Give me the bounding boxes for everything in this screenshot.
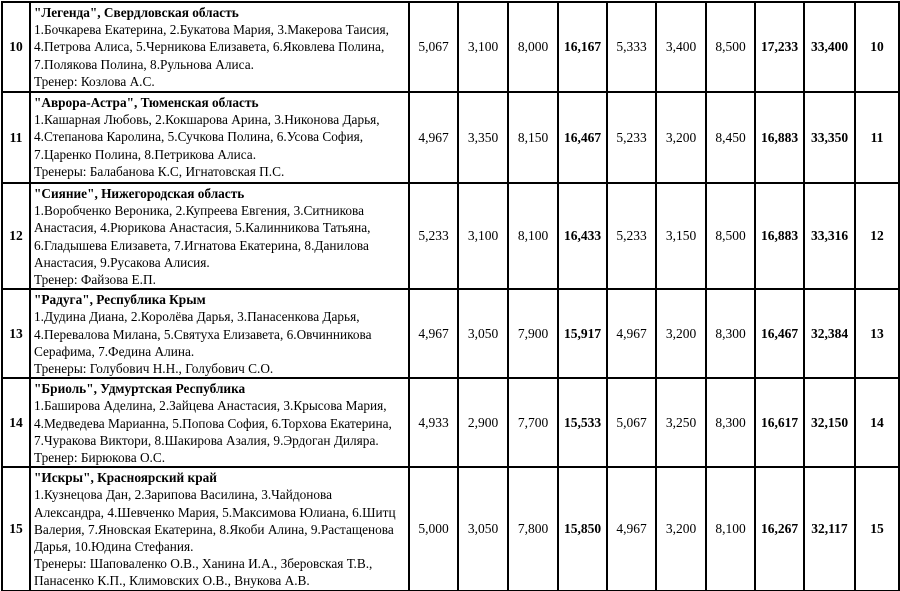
team-members: 1.Кузнецова Дан, 2.Зарипова Василина, 3.Чайдонова Александра, 4.Шевченко Мария, 5.Максимова Юлиана, 6.Шитц Валерия, 7.Яновская Екатерина, 8.Якоби Алина, 9.Растащенова Дарья, 10.Юдина Стефания. (34, 487, 396, 555)
score-2-cell: 2,900 (458, 378, 508, 467)
place-cell: 10 (855, 2, 899, 92)
score-6-cell: 8,450 (706, 92, 755, 183)
score-3-cell: 7,800 (508, 467, 558, 590)
place-cell: 15 (855, 467, 899, 590)
row-number-cell: 10 (2, 2, 30, 92)
score-6-cell: 8,500 (706, 183, 755, 289)
row-number-cell: 11 (2, 92, 30, 183)
score-4-cell: 5,067 (607, 378, 656, 467)
row-number-cell: 14 (2, 378, 30, 467)
total-cell: 32,150 (804, 378, 855, 467)
score-5-cell: 3,200 (656, 289, 706, 378)
team-name: "Сияние", Нижегородская область (34, 186, 245, 201)
team-name: "Искры", Красноярский край (34, 470, 217, 486)
score-1-cell: 4,967 (409, 289, 458, 378)
team-name: "Легенда", Свердловская область (34, 5, 239, 20)
score-3-cell: 8,100 (508, 183, 558, 289)
team-members: 1.Воробченко Вероника, 2.Купреева Евгения, 3.Ситникова Анастасия, 4.Рюрикова Анастасия, 5.Калинникова Татьяна, 6.Гладышева Елизавета, 7.Игнатова Екатерина, 8.Данилова Анастасия, 9.Русакова Алисия. (34, 203, 371, 270)
score-6-cell: 8,300 (706, 378, 755, 467)
row-number-cell: 12 (2, 183, 30, 289)
team-info-cell (30, 467, 409, 590)
total-cell: 33,400 (804, 2, 855, 92)
subtotal-2-cell: 16,883 (755, 92, 804, 183)
subtotal-1-cell: 15,850 (558, 467, 607, 590)
place-cell: 13 (855, 289, 899, 378)
subtotal-1-cell: 15,917 (558, 289, 607, 378)
team-members: 1.Баширова Аделина, 2.Зайцева Анастасия, 3.Крысова Мария, 4.Медведева Марианна, 5.Попова София, 6.Торхова Екатерина, 7.Чуракова Виктори, 8.Шакирова Азалия, 9.Эрдоган Диляра. (34, 398, 392, 448)
score-2-cell: 3,350 (458, 92, 508, 183)
table-row (2, 467, 899, 590)
score-1-cell: 5,000 (409, 467, 458, 590)
total-cell: 32,117 (804, 467, 855, 590)
total-cell: 32,384 (804, 289, 855, 378)
score-4-cell: 4,967 (607, 289, 656, 378)
team-coaches: Тренеры: Шаповаленко О.В., Ханина И.А., Зберовская Т.В., Панасенко К.П., Климовских О.В., Внукова А.В. (34, 556, 373, 589)
subtotal-1-cell: 16,167 (558, 2, 607, 92)
score-3-cell: 7,700 (508, 378, 558, 467)
row-number-cell: 15 (2, 467, 30, 590)
score-1-cell: 5,067 (409, 2, 458, 92)
team-info-cell (30, 289, 409, 378)
score-4-cell: 4,967 (607, 467, 656, 590)
score-5-cell: 3,250 (656, 378, 706, 467)
score-2-cell: 3,050 (458, 467, 508, 590)
results-body (2, 2, 899, 591)
team-info-cell (30, 183, 409, 289)
team-name: "Аврора-Астра", Тюменская область (34, 95, 259, 110)
total-cell: 33,316 (804, 183, 855, 289)
score-5-cell: 3,150 (656, 183, 706, 289)
table-row (2, 2, 899, 92)
team-coaches: Тренеры: Голубович Н.Н., Голубович С.О. (34, 361, 274, 377)
row-number-cell: 13 (2, 289, 30, 378)
table-row (2, 92, 899, 183)
place-cell: 14 (855, 378, 899, 467)
score-3-cell: 7,900 (508, 289, 558, 378)
team-coaches: Тренер: Бирюкова О.С. (34, 450, 166, 466)
total-cell: 33,350 (804, 92, 855, 183)
subtotal-1-cell: 15,533 (558, 378, 607, 467)
score-3-cell: 8,000 (508, 2, 558, 92)
place-cell: 12 (855, 183, 899, 289)
score-1-cell: 4,967 (409, 92, 458, 183)
score-6-cell: 8,500 (706, 2, 755, 92)
score-5-cell: 3,200 (656, 467, 706, 590)
team-members: 1.Дудина Диана, 2.Королёва Дарья, 3.Панасенкова Дарья, 4.Перевалова Милана, 5.Святуха Елизавета, 6.Овчинникова Серафима, 7.Федина Алина. (34, 309, 372, 359)
team-info-cell (30, 92, 409, 183)
team-members: 1.Кашарная Любовь, 2.Кокшарова Арина, 3.Никонова Дарья, 4.Степанова Каролина, 5.Сучкова Полина, 6.Усова София, 7.Царенко Полина, 8.Петрикова Алиса. (34, 112, 380, 162)
score-6-cell: 8,100 (706, 467, 755, 590)
subtotal-2-cell: 16,883 (755, 183, 804, 289)
team-info-cell (30, 2, 409, 92)
score-4-cell: 5,333 (607, 2, 656, 92)
subtotal-2-cell: 16,467 (755, 289, 804, 378)
team-coaches: Тренеры: Балабанова К.С, Игнатовская П.С. (34, 163, 285, 179)
score-2-cell: 3,100 (458, 2, 508, 92)
score-2-cell: 3,050 (458, 289, 508, 378)
score-2-cell: 3,100 (458, 183, 508, 289)
score-6-cell: 8,300 (706, 289, 755, 378)
place-cell: 11 (855, 92, 899, 183)
subtotal-2-cell: 17,233 (755, 2, 804, 92)
score-1-cell: 4,933 (409, 378, 458, 467)
score-5-cell: 3,200 (656, 92, 706, 183)
subtotal-1-cell: 16,433 (558, 183, 607, 289)
results-table (1, 1, 900, 591)
team-coaches: Тренер: Файзова Е.П. (34, 272, 156, 288)
score-3-cell: 8,150 (508, 92, 558, 183)
team-members: 1.Бочкарева Екатерина, 2.Букатова Мария, 3.Макерова Таисия, 4.Петрова Алиса, 5.Черникова Елизавета, 6.Яковлева Полина, 7.Полякова Полина, 8.Рульнова Алиса. (34, 22, 389, 72)
team-coaches: Тренер: Козлова А.С. (34, 73, 155, 89)
team-info-cell (30, 378, 409, 467)
subtotal-2-cell: 16,267 (755, 467, 804, 590)
team-name: "Бриоль", Удмуртская Республика (34, 381, 246, 397)
table-row (2, 378, 899, 467)
table-row (2, 289, 899, 378)
table-row (2, 183, 899, 289)
score-1-cell: 5,233 (409, 183, 458, 289)
score-4-cell: 5,233 (607, 183, 656, 289)
score-4-cell: 5,233 (607, 92, 656, 183)
subtotal-1-cell: 16,467 (558, 92, 607, 183)
score-5-cell: 3,400 (656, 2, 706, 92)
subtotal-2-cell: 16,617 (755, 378, 804, 467)
team-name: "Радуга", Республика Крым (34, 292, 206, 308)
